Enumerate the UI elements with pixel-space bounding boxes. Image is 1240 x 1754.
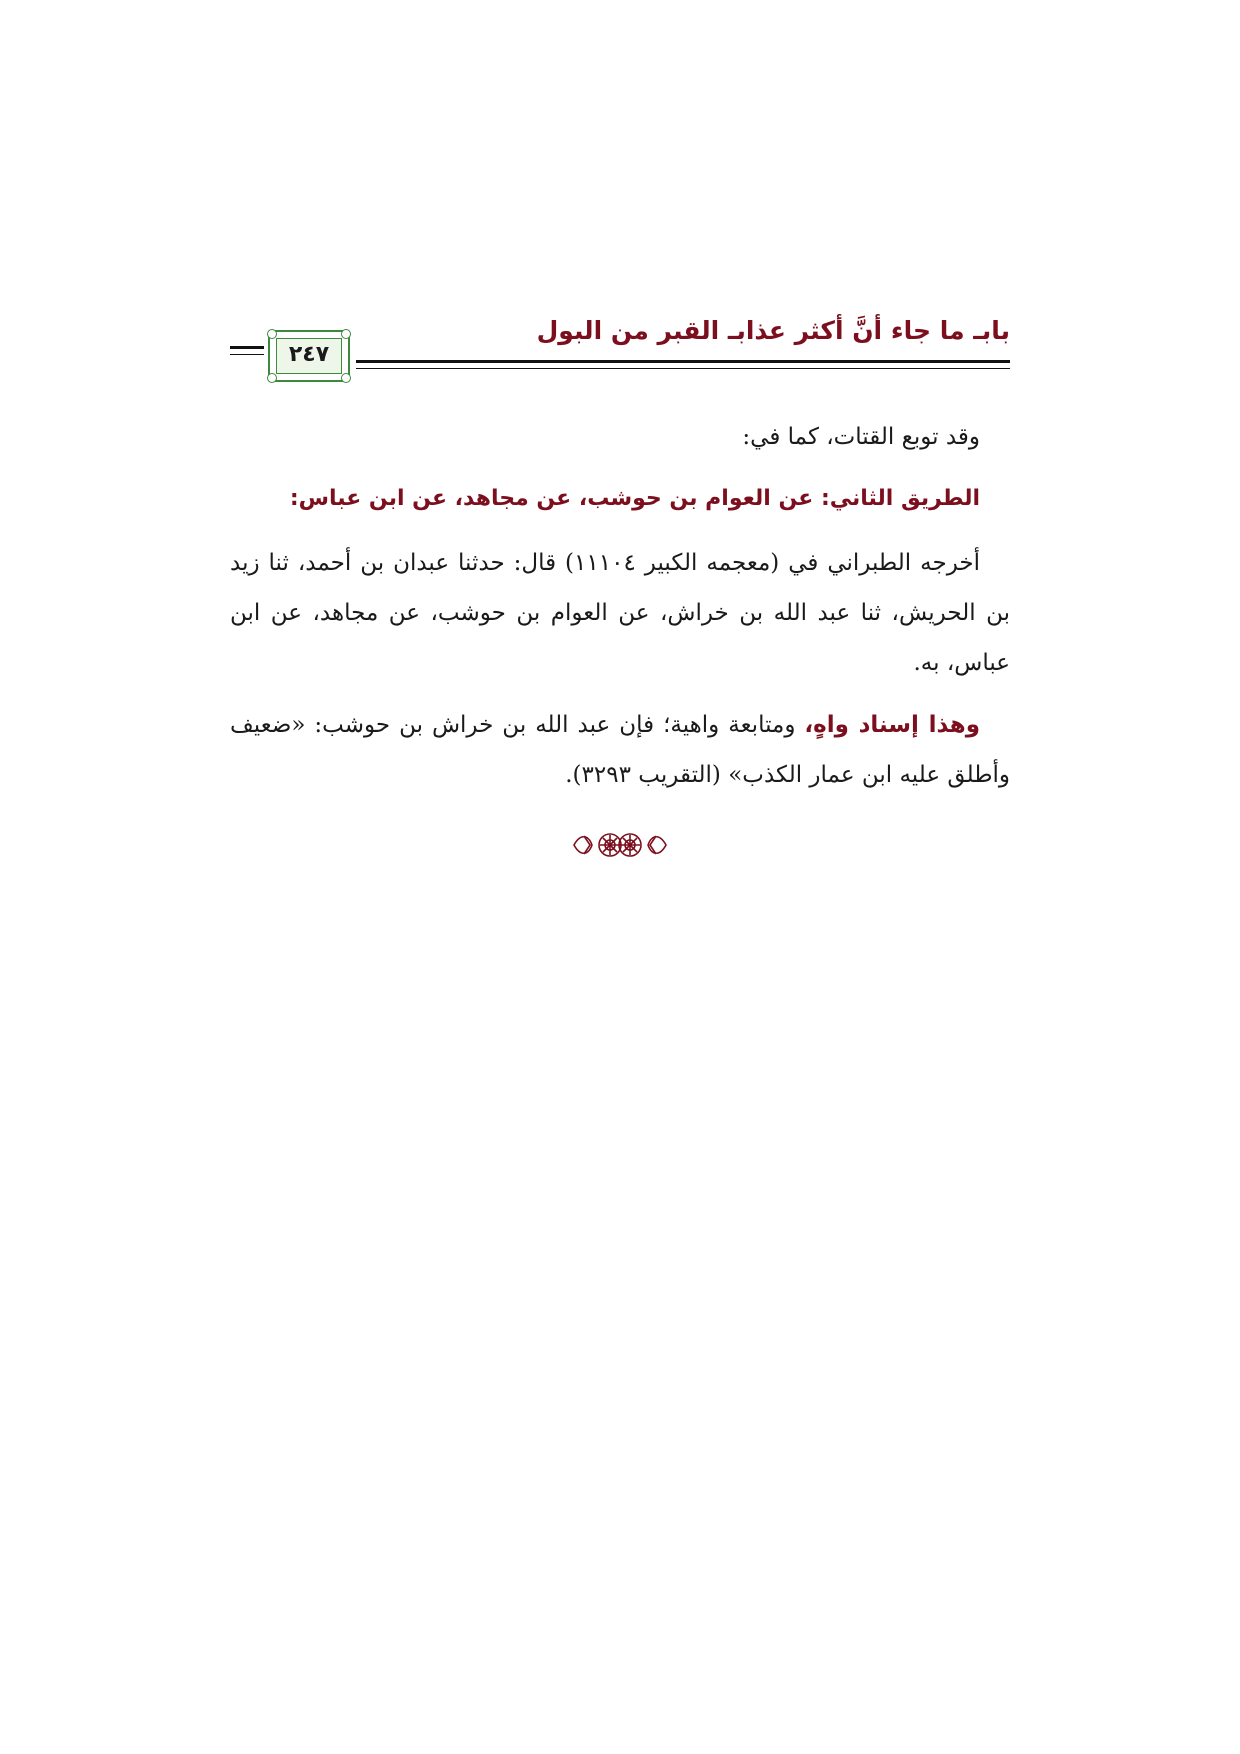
header-rule-left-top	[230, 346, 264, 349]
paragraph-verdict	[230, 700, 1010, 800]
floral-divider-icon	[570, 828, 670, 862]
paragraph-intro: وقد توبع القتات، كما في:	[742, 424, 980, 450]
page-number: ٢٤٧	[288, 342, 330, 367]
main-text	[230, 412, 1010, 812]
header-rule-right-top	[356, 360, 1010, 363]
verdict-text: ومتابعة واهية؛ فإن عبد الله بن خراش بن حوشب: «ضعيف وأطلق عليه ابن عمار الكذب» (التقريب ٣٢٩٣).	[230, 712, 1010, 788]
paragraph-takhrij: أخرجه الطبراني في (معجمه الكبير ١١١٠٤) قال: حدثنا عبدان بن أحمد، ثنا زيد بن الحريش، ثنا عبد الله بن خراش، عن العوام بن حوشب، عن مجاهد، عن ابن عباس، به.	[230, 550, 1010, 676]
chapter-title: بابـ ما جاء أنَّ أكثر عذابـ القبر من البول	[536, 316, 1010, 345]
header-rule-left-bottom	[230, 354, 264, 355]
section-heading: الطريق الثاني: عن العوام بن حوشب، عن مجاهد، عن ابن عباس:	[289, 486, 980, 511]
verdict-highlight: وهذا إسناد واهٍ،	[804, 712, 980, 738]
header-rule-right-bottom	[356, 368, 1010, 369]
page-number-frame-icon	[268, 330, 350, 382]
page-header	[230, 310, 1010, 390]
